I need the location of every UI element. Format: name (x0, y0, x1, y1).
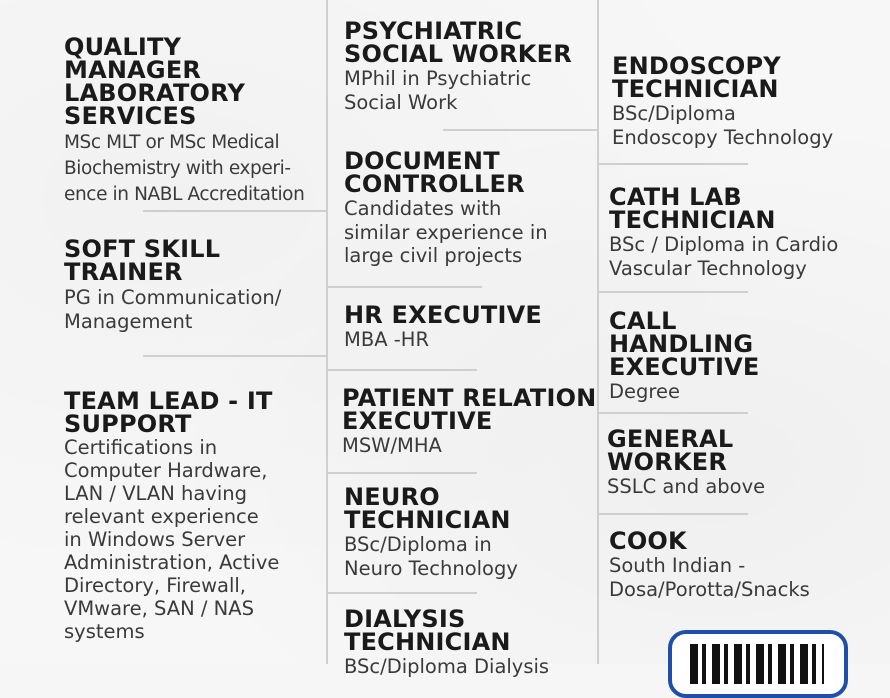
job-call-handling-executive (609, 307, 879, 404)
row-divider (598, 163, 748, 165)
job-requirement: MBA -HR (344, 328, 429, 351)
row-divider (327, 369, 477, 371)
job-title: TEAM LEAD - IT SUPPORT (64, 387, 273, 438)
job-patient-relation-executive (342, 384, 597, 458)
row-divider (327, 472, 477, 474)
job-title: HR EXECUTIVE (344, 301, 542, 329)
job-endoscopy-technician (612, 52, 882, 149)
job-psychiatric-social-worker (344, 17, 596, 114)
job-title: COOK (609, 527, 687, 555)
job-title: SOFT SKILL TRAINER (64, 235, 221, 286)
job-requirement: MPhil in Psychiatric Social Work (344, 67, 532, 114)
job-requirement: MSW/MHA (342, 434, 442, 457)
row-divider (598, 291, 748, 293)
job-requirement: Certifications in Computer Hardware, LAN / VLAN having relevant experience in Windows Server Administration, Active Directory, Firewall, VMware, SAN / NAS systems (64, 436, 280, 643)
job-title: QUALITY MANAGER LABORATORY SERVICES (64, 33, 246, 130)
job-dialysis-technician (344, 605, 596, 679)
job-document-controller (344, 147, 596, 268)
row-divider (143, 355, 327, 357)
job-title: DOCUMENT CONTROLLER (344, 147, 525, 198)
job-requirement: South Indian - Dosa/Porotta/Snacks (609, 554, 810, 601)
job-requirement: PG in Communication/ Management (64, 286, 282, 333)
column-divider-1 (326, 0, 328, 664)
qr-code[interactable] (668, 630, 848, 698)
job-requirement: BSc/Diploma Endoscopy Technology (612, 102, 834, 149)
job-general-worker (607, 425, 877, 499)
job-title: PSYCHIATRIC SOCIAL WORKER (344, 17, 572, 68)
job-cook (609, 527, 879, 601)
qr-pattern-icon (690, 644, 824, 684)
job-requirement: BSc/Diploma in Neuro Technology (344, 533, 518, 580)
job-neuro-technician (344, 483, 596, 580)
row-divider (327, 286, 482, 288)
row-divider (143, 210, 327, 212)
job-title: DIALYSIS TECHNICIAN (344, 605, 511, 656)
job-team-lead-it-support (64, 387, 326, 643)
job-title: NEURO TECHNICIAN (344, 483, 511, 534)
job-requirement: MSc MLT or MSc Medical Biochemistry with experi- ence in NABL Accreditation (64, 132, 305, 205)
job-title: GENERAL WORKER (607, 425, 734, 476)
job-cath-lab-technician (609, 183, 884, 280)
job-title: CALL HANDLING EXECUTIVE (609, 307, 760, 381)
row-divider (443, 129, 598, 131)
job-quality-manager (64, 33, 326, 208)
job-title: PATIENT RELATION EXECUTIVE (342, 384, 597, 435)
job-requirement: SSLC and above (607, 475, 766, 498)
job-requirement: Degree (609, 380, 680, 403)
job-title: CATH LAB TECHNICIAN (609, 183, 776, 234)
row-divider (598, 513, 748, 515)
job-requirement: Candidates with similar experience in large civil projects (344, 197, 548, 267)
job-requirement: BSc/Diploma Dialysis (344, 655, 550, 678)
job-hr-executive (344, 301, 596, 352)
job-title: ENDOSCOPY TECHNICIAN (612, 52, 781, 103)
row-divider (327, 592, 477, 594)
row-divider (598, 412, 748, 414)
job-soft-skill-trainer (64, 235, 326, 333)
column-divider-2 (597, 0, 599, 664)
job-requirement: BSc / Diploma in Cardio Vascular Technology (609, 233, 839, 280)
